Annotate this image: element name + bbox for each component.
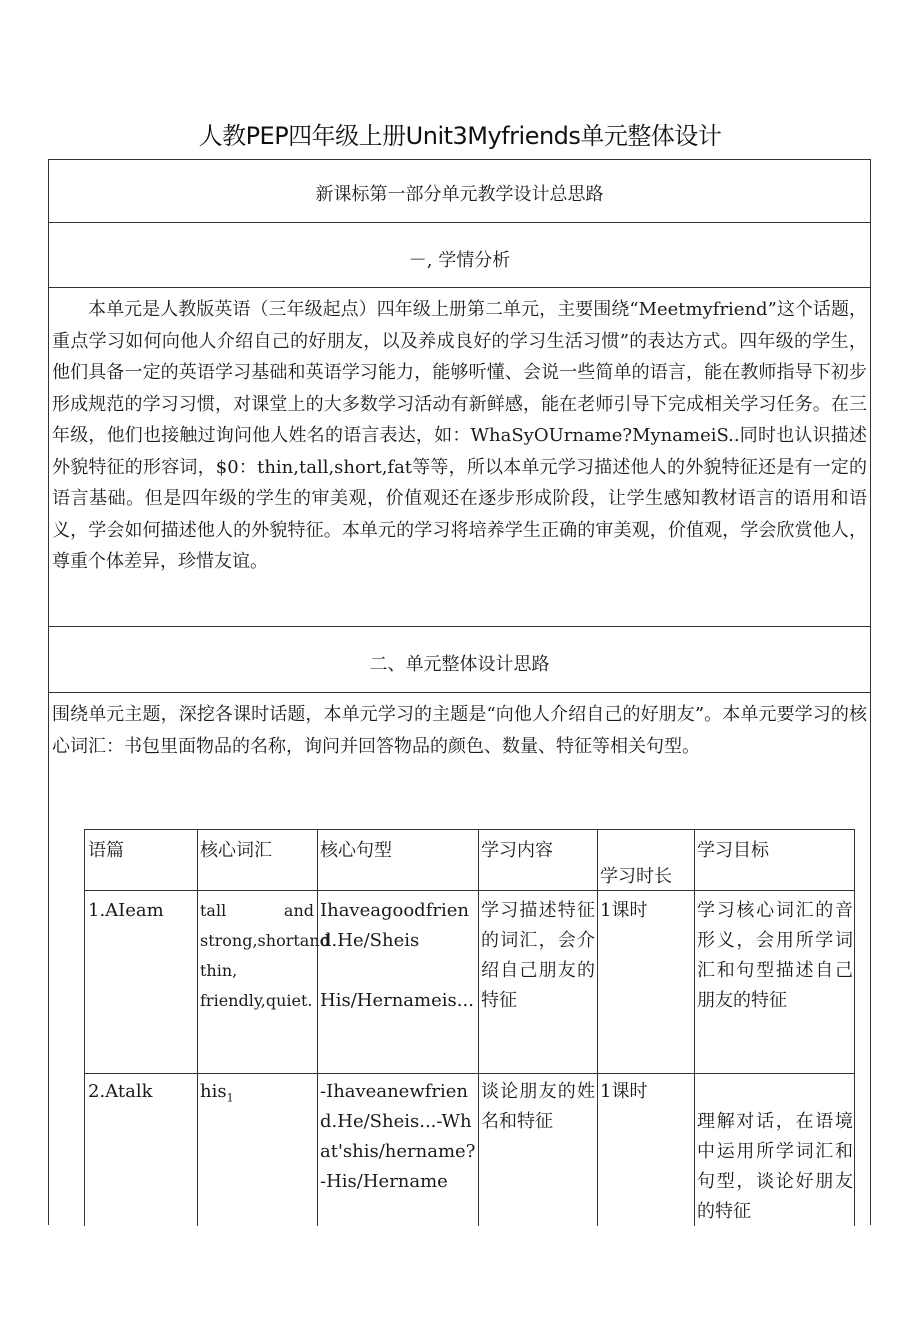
divider <box>49 287 870 288</box>
row2-content: 谈论朋友的姓名和特征 <box>481 1081 595 1132</box>
design-heading: 二、单元整体设计思路 <box>369 654 550 675</box>
row1-duration: 1课时 <box>600 900 648 921</box>
header-sentences: 核心句型 <box>320 840 392 861</box>
row1-goals: 学习核心词汇的音形义，会用所学词汇和句型描述自己朋友的特征 <box>697 900 853 1011</box>
design-paragraph: 围绕单元主题，深挖各课时话题，本单元学习的主题是“向他人介绍自己的好朋友”。本单元要学习的核心词汇：书包里面物品的名称，询问并回答物品的颜色、数量、特征等相关句型。 <box>52 704 867 757</box>
divider <box>49 692 870 693</box>
divider <box>49 222 870 223</box>
row2-goals: 理解对话，在语境中运用所学词汇和句型，谈论好朋友的特征 <box>697 1111 853 1222</box>
document-title: 人教PEP四年级上册Unit3Myfriends单元整体设计 <box>198 122 722 150</box>
row2-vocab-word: his <box>200 1081 227 1102</box>
header-goals: 学习目标 <box>697 840 769 861</box>
row2-duration: 1课时 <box>600 1081 648 1102</box>
row-divider <box>85 1073 854 1074</box>
row1-text: 1.AIeam <box>88 900 164 921</box>
row1-sentence-a: Ihaveagoodfriend.He/Sheis <box>320 900 469 951</box>
design-table <box>48 159 871 1225</box>
divider <box>49 626 870 627</box>
analysis-paragraph <box>52 294 867 578</box>
row1-sentence-b: His/Hernameis... <box>320 990 474 1011</box>
row1-vocab: tall and strong,shortand thin, friendly,quiet. <box>200 901 330 1010</box>
header-text: 语篇 <box>88 840 124 861</box>
header-duration: 学习时长 <box>600 866 672 887</box>
row2-text: 2.Atalk <box>88 1081 153 1102</box>
analysis-heading: －, 学情分析 <box>408 250 511 271</box>
header-content: 学习内容 <box>481 840 553 861</box>
row-divider <box>85 890 854 891</box>
row2-vocab-sub: 1 <box>226 1091 234 1105</box>
analysis-text: 本单元是人教版英语（三年级起点）四年级上册第二单元，主要围绕“Meetmyfriend”这个话题，重点学习如何向他人介绍自己的好朋友，以及养成良好的学习生活习惯”的表达方式。四年级的学生，他们具备一定的英语学习基础和英语学习能力，能够听懂、会说一些简单的语言，能在教师指导下初步形成规范的学习习惯，对课堂上的大多数学习活动有新鲜感，能在老师引导下完成相关学习任务。在三年级，他们也接触过询问他人姓名的语言表达，如：WhaSyOUrname?MynameiS..同时也认识描述外貌特征的形容词，$0：thin,tall,short,fat等等，所以本单元学习描述他人的外貌特征还是有一定的语言基础。但是四年级的学生的审美观，价值观还在逐步形成阶段，让学生感知教材语言的语用和语义，学会如何描述他人的外貌特征。本单元的学习将培养学生正确的审美观，价值观，学会欣赏他人，尊重个体差异，珍惜友谊。 <box>52 299 867 572</box>
section-header: 新课标第一部分单元教学设计总思路 <box>315 184 604 205</box>
row2-vocab <box>200 1077 234 1114</box>
header-vocab: 核心词汇 <box>200 840 272 861</box>
lesson-table <box>84 829 855 1226</box>
row1-content: 学习描述特征的词汇，会介绍自己朋友的特征 <box>481 900 595 1011</box>
row2-sentences: -Ihaveanewfriend.He/Sheis...-What'shis/hername?-His/Hername <box>320 1081 476 1192</box>
